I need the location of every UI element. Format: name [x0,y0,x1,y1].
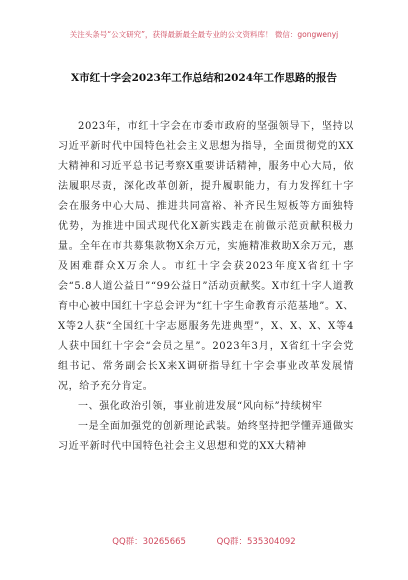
footer-qq-group-1: QQ群：30265665 [112,537,186,547]
paragraph-section-1: 一是全面加强党的创新理论武装。始终坚持把学懂弄通做实习近平新时代中国特色社会主义思想和党的XX大精神 [58,421,354,452]
footer-qq-group-2: QQ群：535304092 [216,537,296,547]
header-promo-note: 关注头条号“公文研究”，获得最新最全最专业的公文资料库！ 微信：gongwenyj [69,30,339,39]
document-title: X市红十字会2023年工作总结和2024年工作思路的报告 [70,72,338,84]
document-body [58,117,354,457]
section-heading-1: 一、强化政治引领，事业前进发展“风向标”持续树牢 [78,401,323,412]
paragraph-summary: 2023年，市红十字会在市委市政府的坚强领导下，坚持以习近平新时代中国特色社会主义思想为指导，全面贯彻党的XX大精神和习近平总书记考察X重要讲话精神，服务中心大局，依法履职尽责，深化改革创新，提升履职能力，有力发挥红十字会在服务中心大局、推进共同富裕、补齐民生短板等方面独特优势，为推进中国式现代化X新实践走在前做示范贡献积极力量。全年在市共募集款物X余万元，实施精准救助X余万元，惠及困难群众X万余人。市红十字会获2023年度X省红十字会“5.8人道公益日”“99公益日”活动贡献奖。X市红十字人道教育中心被中国红十字总会评为“红十字生命教育示范基地”。X、X等2人获“全国红十字志愿服务先进典型”，X、X、X、X等4人获中国红十字会“会员之星”。2023年3月，X省红十字会党组书记、常务副会长X来X调研指导红十字会事业改革发展情况，给予充分肯定。 [58,121,354,392]
footer-contact [0,535,408,547]
